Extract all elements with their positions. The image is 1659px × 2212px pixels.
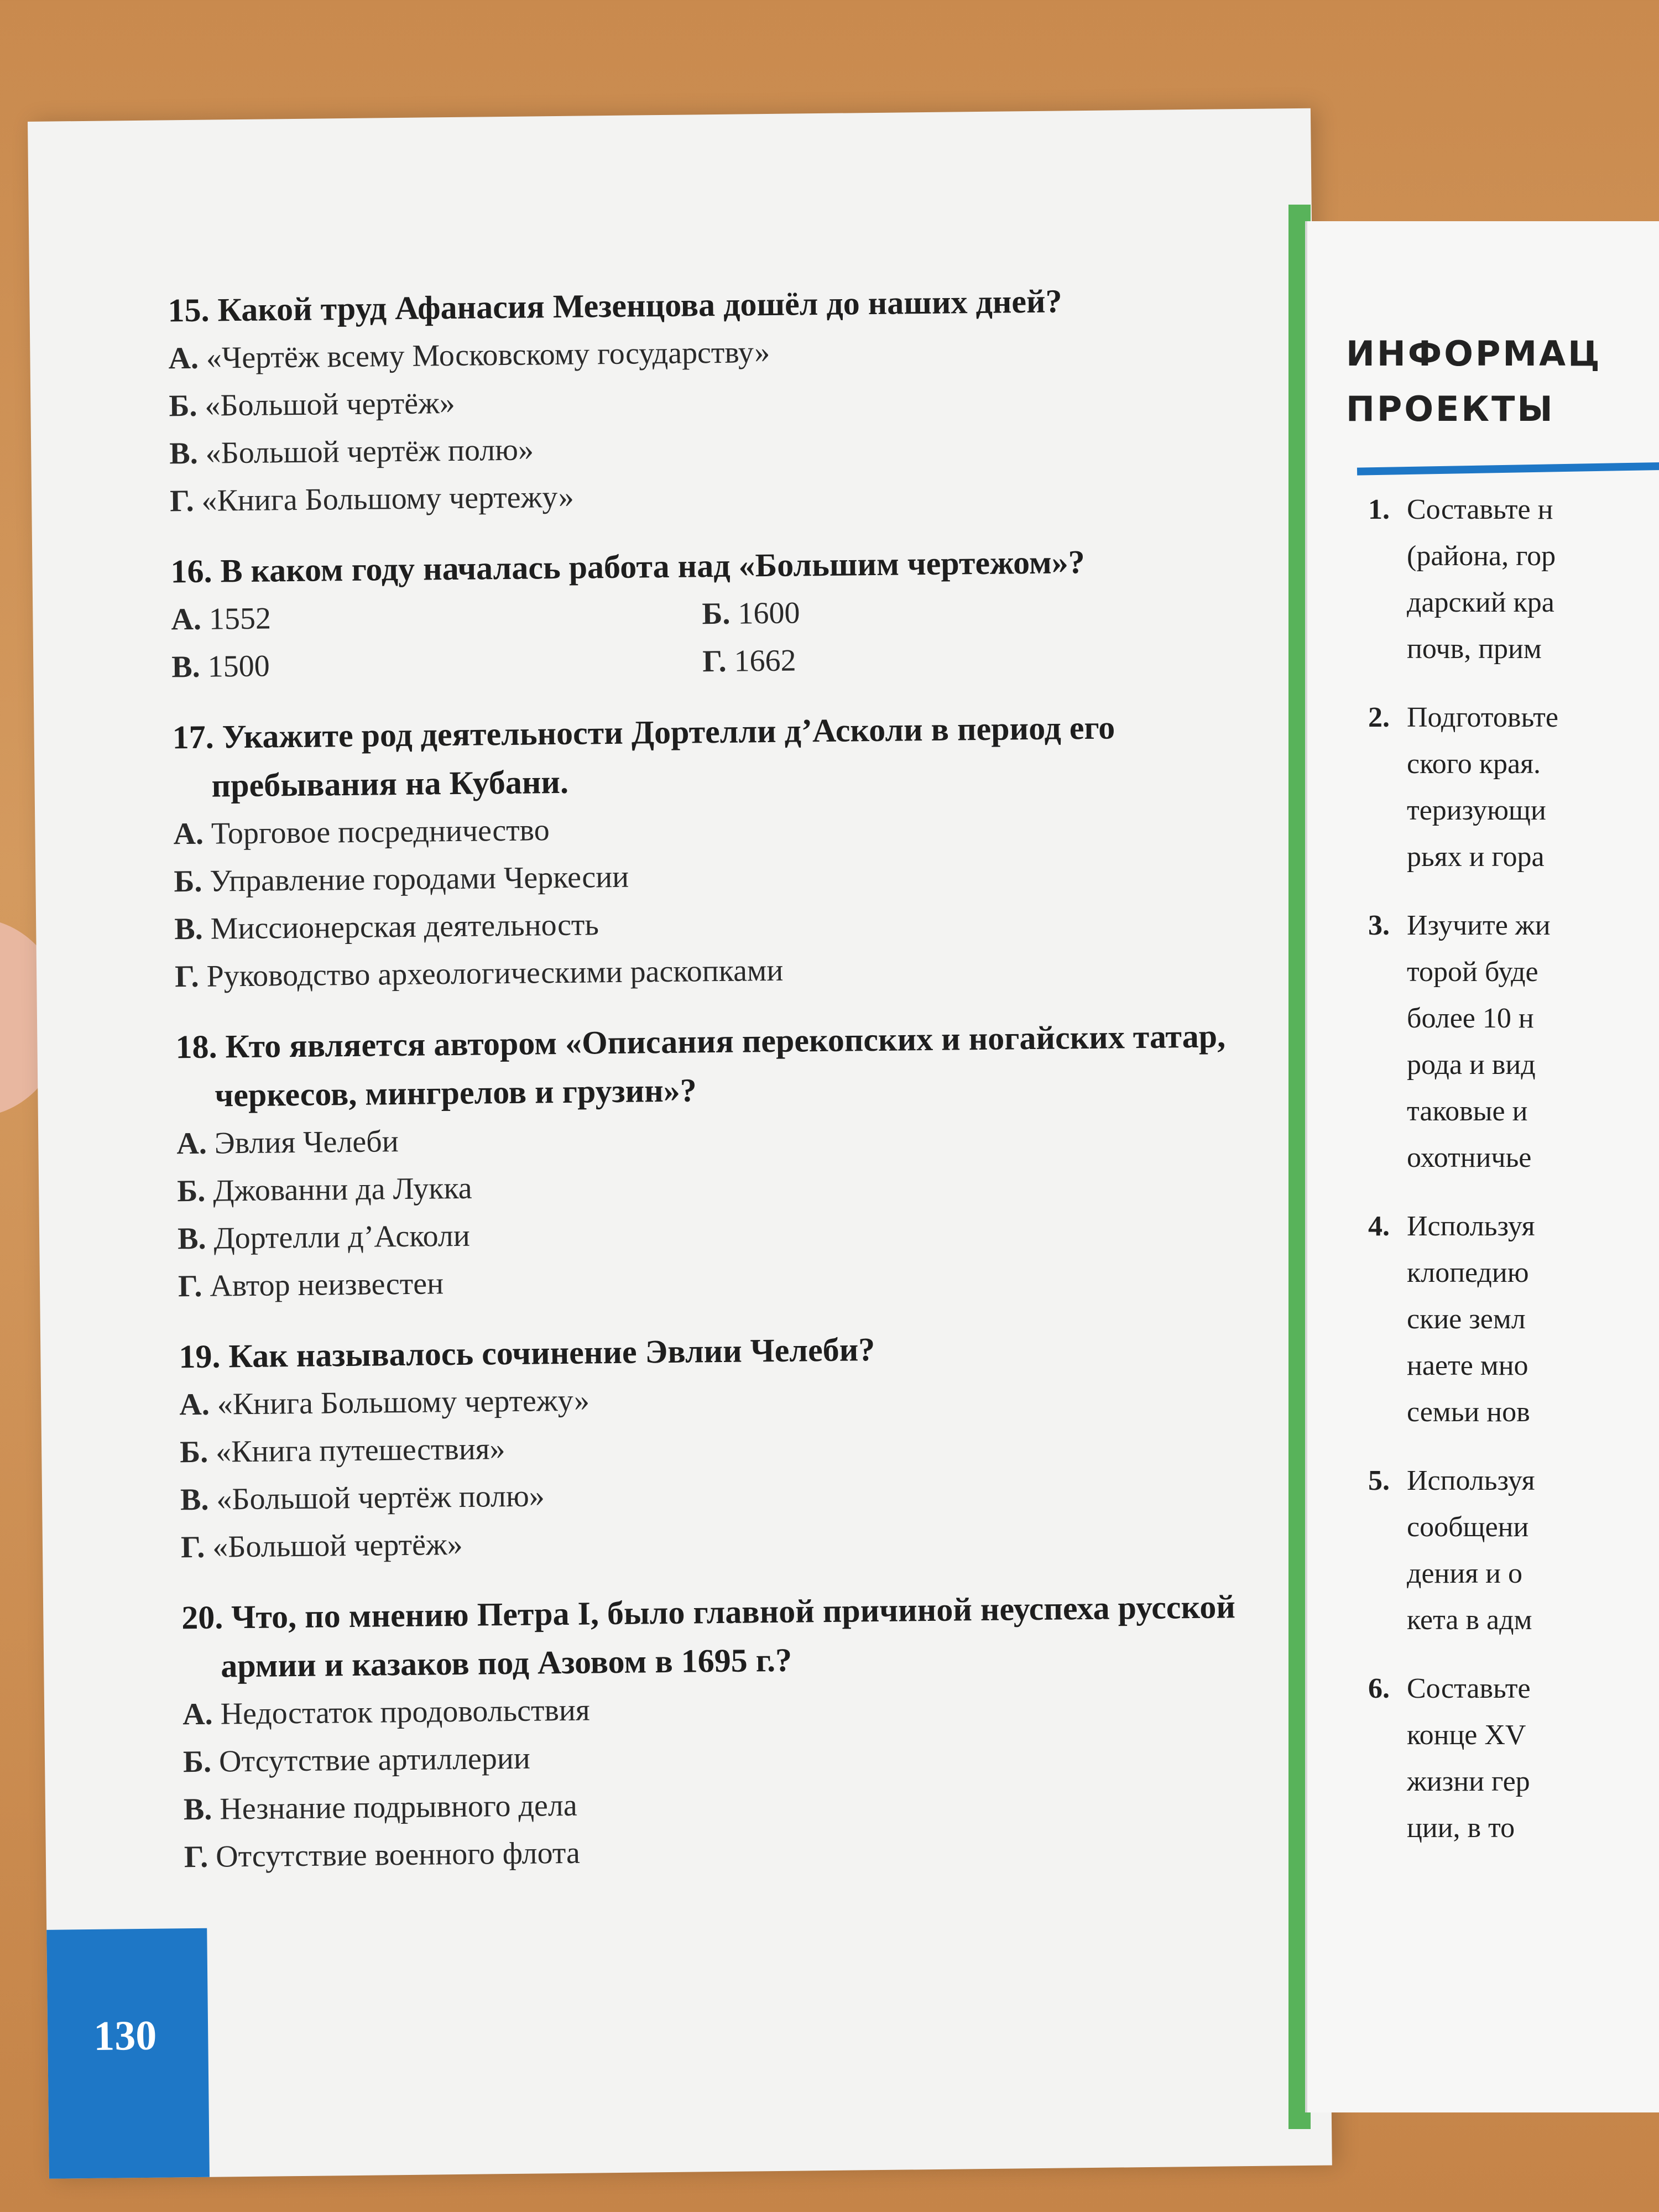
project-text: более 10 н bbox=[1407, 1003, 1534, 1034]
project-line bbox=[1368, 1504, 1659, 1551]
project-item bbox=[1368, 1203, 1659, 1436]
project-text: Подготовьте bbox=[1407, 702, 1558, 733]
answer-option: Б. Отсутствие артиллерии bbox=[182, 1741, 531, 1780]
project-text: ские земл bbox=[1407, 1303, 1526, 1335]
project-line bbox=[1368, 949, 1659, 995]
project-item bbox=[1368, 1458, 1659, 1644]
project-text: рода и вид bbox=[1407, 1049, 1536, 1081]
project-text: сообщени bbox=[1407, 1511, 1529, 1543]
answer-option: В. «Большой чертёж полю» bbox=[180, 1479, 545, 1517]
question-title: 17. Укажите род деятельности Дортелли д’Асколи в период его пребывания на Кубани. bbox=[172, 709, 1115, 804]
project-line bbox=[1368, 1088, 1659, 1135]
answer-option: Б. Джованни да Лукка bbox=[176, 1171, 472, 1209]
answer-option: Г. Отсутствие военного флота bbox=[184, 1835, 581, 1875]
project-text: таковые и bbox=[1407, 1095, 1528, 1127]
project-number: 5. bbox=[1368, 1465, 1390, 1496]
project-text: почв, прим bbox=[1407, 633, 1542, 665]
project-line bbox=[1368, 1250, 1659, 1296]
project-line bbox=[1368, 1135, 1659, 1181]
project-text: Составьте bbox=[1407, 1673, 1531, 1704]
project-line bbox=[1368, 834, 1659, 880]
project-line bbox=[1368, 902, 1659, 949]
answer-option: Г. «Большой чертёж» bbox=[180, 1527, 463, 1565]
question-title: 16. В каком году началась работа над «Большим чертежом»? bbox=[170, 544, 1086, 590]
answer-option: В. Миссионерская деятельность bbox=[174, 907, 599, 947]
project-line bbox=[1368, 995, 1659, 1042]
project-line bbox=[1368, 1666, 1659, 1712]
title-line: ИНФОРМАЦ bbox=[1346, 333, 1602, 374]
project-text: Составьте н bbox=[1407, 494, 1553, 525]
project-number: 2. bbox=[1368, 702, 1390, 733]
project-line bbox=[1368, 787, 1659, 834]
answer-option: А. 1552 bbox=[171, 601, 272, 637]
question-19 bbox=[179, 1321, 1259, 1571]
answer-option: А. «Книга Большому чертежу» bbox=[179, 1383, 590, 1422]
answer-option: Г. 1662 bbox=[702, 643, 796, 679]
project-text: клопедию bbox=[1407, 1257, 1529, 1288]
project-line bbox=[1368, 626, 1659, 672]
project-text: ского края. bbox=[1407, 748, 1541, 780]
right-page-title bbox=[1346, 326, 1602, 437]
project-text: жизни гер bbox=[1407, 1766, 1530, 1797]
question-17 bbox=[172, 702, 1253, 1000]
answer-option: Г. Руководство археологическими раскопками bbox=[174, 953, 784, 994]
project-line bbox=[1368, 1712, 1659, 1759]
project-line bbox=[1368, 1458, 1659, 1504]
question-title: 18. Кто является автором «Описания перекопских и ногайских татар, черкесов, мингрелов и грузин»? bbox=[175, 1018, 1226, 1114]
answer-option: Б. 1600 bbox=[702, 596, 800, 632]
project-line bbox=[1368, 487, 1659, 533]
answer-option: А. Торговое посредничество bbox=[173, 813, 550, 852]
answer-option: А. Эвлия Челеби bbox=[176, 1124, 399, 1161]
project-line bbox=[1368, 1805, 1659, 1851]
project-line bbox=[1368, 695, 1659, 741]
project-text: конце XV bbox=[1407, 1719, 1526, 1751]
question-18 bbox=[175, 1011, 1256, 1310]
answer-option: В. Дортелли д’Асколи bbox=[177, 1218, 471, 1256]
project-item bbox=[1368, 1666, 1659, 1851]
answer-options-grid bbox=[171, 585, 1250, 691]
question-title: 15. Какой труд Афанасия Мезенцова дошёл до наших дней? bbox=[168, 283, 1062, 329]
left-page bbox=[28, 108, 1332, 2179]
answer-option: Б. «Книга путешествия» bbox=[179, 1432, 505, 1470]
project-line bbox=[1368, 1343, 1659, 1389]
project-line bbox=[1368, 1389, 1659, 1436]
title-line: ПРОЕКТЫ bbox=[1346, 389, 1555, 429]
project-number: 6. bbox=[1368, 1673, 1390, 1704]
project-text: наете мно bbox=[1407, 1350, 1528, 1381]
question-title: 20. Что, по мнению Петра I, было главной причиной неуспеха русской армии и казаков под Азовом в 1695 г.? bbox=[181, 1588, 1236, 1684]
project-text: ции, в то bbox=[1407, 1812, 1515, 1844]
project-text: Используя bbox=[1407, 1465, 1535, 1496]
answer-option: Б. Управление городами Черкесии bbox=[174, 859, 629, 899]
project-line bbox=[1368, 1296, 1659, 1343]
project-line bbox=[1368, 1759, 1659, 1805]
question-20 bbox=[181, 1582, 1262, 1881]
question-15 bbox=[168, 275, 1248, 525]
title-rule bbox=[1357, 461, 1659, 475]
project-line bbox=[1368, 1042, 1659, 1088]
project-line bbox=[1368, 533, 1659, 580]
answer-option: А. Недостаток продовольствия bbox=[182, 1693, 590, 1732]
project-line bbox=[1368, 741, 1659, 787]
answer-option: Г. «Книга Большому чертежу» bbox=[169, 479, 575, 519]
answer-option: А. «Чертёж всему Московскому государству» bbox=[168, 335, 770, 376]
answer-option: В. 1500 bbox=[171, 649, 270, 685]
project-number: 1. bbox=[1368, 494, 1390, 525]
question-list bbox=[168, 275, 1263, 1903]
answer-option: Б. «Большой чертёж» bbox=[169, 385, 456, 424]
answer-option: Г. Автор неизвестен bbox=[178, 1266, 444, 1304]
question-16 bbox=[170, 536, 1250, 691]
project-item bbox=[1368, 695, 1659, 880]
project-text: охотничье bbox=[1407, 1142, 1532, 1173]
project-line bbox=[1368, 1597, 1659, 1644]
project-text: рьях и гора bbox=[1407, 841, 1545, 873]
project-text: семьи нов bbox=[1407, 1396, 1530, 1428]
project-item bbox=[1368, 902, 1659, 1181]
project-text: Изучите жи bbox=[1407, 910, 1551, 941]
project-line bbox=[1368, 1203, 1659, 1250]
project-line bbox=[1368, 580, 1659, 626]
project-line bbox=[1368, 1551, 1659, 1597]
right-page bbox=[1305, 221, 1659, 2112]
question-title: 19. Как называлось сочинение Эвлии Челеби? bbox=[179, 1331, 875, 1375]
page-number-block bbox=[46, 1928, 210, 2179]
project-number: 3. bbox=[1368, 910, 1390, 941]
project-text: кета в адм bbox=[1407, 1604, 1532, 1636]
project-text: дарский кра bbox=[1407, 587, 1554, 618]
project-item bbox=[1368, 487, 1659, 672]
answer-option: В. «Большой чертёж полю» bbox=[169, 432, 534, 471]
project-list bbox=[1368, 487, 1659, 1874]
page-number: 130 bbox=[93, 2012, 157, 2059]
project-text: (района, гор bbox=[1407, 540, 1556, 572]
project-text: торой буде bbox=[1407, 956, 1538, 988]
project-text: дения и о bbox=[1407, 1558, 1522, 1589]
project-text: Используя bbox=[1407, 1211, 1535, 1242]
project-number: 4. bbox=[1368, 1211, 1390, 1242]
answer-option: В. Незнание подрывного дела bbox=[183, 1788, 577, 1827]
project-text: теризующи bbox=[1407, 795, 1546, 826]
